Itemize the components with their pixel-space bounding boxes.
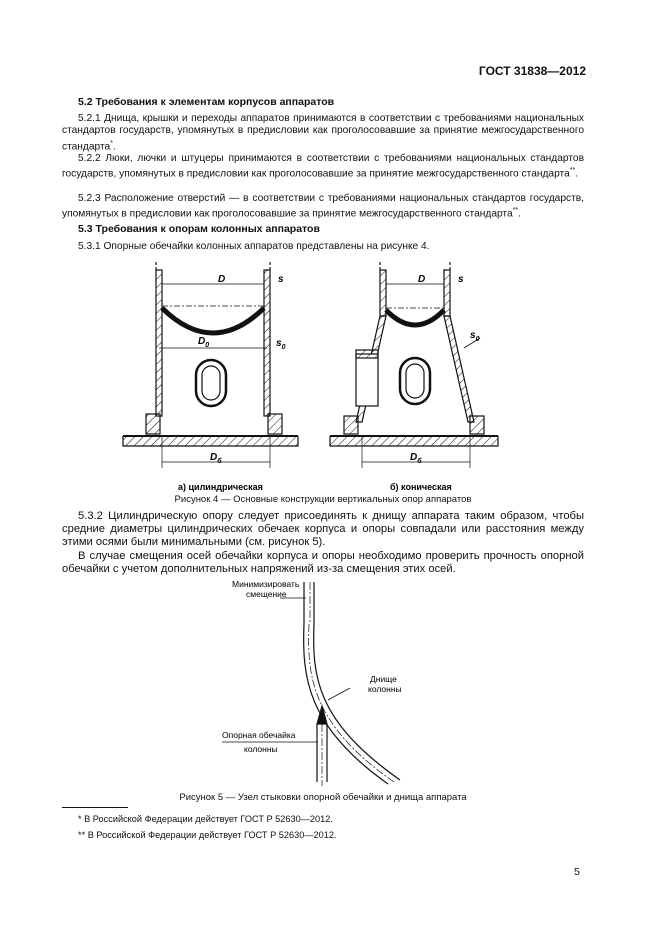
fig4a-s0-label: $s_0$ [276,338,286,351]
footnote-2: ** В Российской Федерации действует ГОСТ Р 52630—2012. [78,830,337,840]
figure-5-caption: Рисунок 5 — Узел стыковки опорной обечайки и днища аппарата [179,792,467,803]
paragraph-5-3-2-text: 5.3.2 Цилиндрическую опору следует присоединять к днищу аппарата таким образом, чтобы средние диаметры цилиндрических обечаек корпуса и опоры совпадали или расстояния между этими осями были минимальными (см. рисунок 5). [62,510,584,549]
fig5-label-min-1: Минимизировать [232,579,300,589]
fig5-label-min-2: смещение [246,589,287,599]
footnote-mark: * [110,139,113,147]
footnote-mark: ** [512,207,519,215]
fig5-label-support-2: колонны [244,744,278,754]
paragraph-5-2-2-text: 5.2.2 Люки, лючки и штуцеры принимаются в соответствии с требованиями национальных стандартов государств, упомянутых в предисловии как проголосовавшие за принятие межгосударственного стандарта [62,153,584,180]
page-number: 5 [574,866,580,878]
paragraph-5-3-3 [62,550,584,576]
conical-support [330,260,498,468]
fig4a-D-label: D [218,274,226,285]
fig5-label-support-1: Опорная обечайка [222,730,296,740]
fig4-label-a: а) цилиндрическая [178,482,263,492]
heading-5-2: 5.2 Требования к элементам корпусов аппаратов [78,96,335,108]
paragraph-5-3-3-text: В случае смещения осей обечайки корпуса и опоры необходимо проверить прочность опорной обечайки с учетом дополнительных напряжений из-за смещения этих осей. [62,550,584,576]
footnote-1: * В Российской Федерации действует ГОСТ Р 52630—2012. [78,814,333,824]
figure-5-drawing [210,576,420,788]
heading-5-3: 5.3 Требования к опорам колонных аппаратов [78,223,320,235]
paragraph-5-2-1: 5.2.1 Днища, крышки и переходы аппаратов принимаются в соответствии с требованиями национальных стандартов государств, упомянутых в предисловии как проголосовавшие за принятие межгосударственного стандарта*. [62,113,584,152]
fig4a-s-label: s [278,274,284,285]
paragraph-5-2-2: 5.2.2 Люки, лючки и штуцеры принимаются в соответствии с требованиями национальных стандартов государств, упомянутых в предисловии как проголосовавшие за принятие межгосударственного стандарта**. [62,153,584,180]
fig4a-D0-label: $D_0$ [198,336,210,349]
fig4-label-b: б) коническая [390,482,452,492]
paragraph-5-2-1-text: 5.2.1 Днища, крышки и переходы аппаратов принимаются в соответствии с требованиями национальных стандартов государств, упомянутых в предисловии как проголосовавшие за принятие межгосударственного стандарта [62,113,584,152]
paragraph-5-2-3: 5.2.3 Расположение отверстий — в соответствии с требованиями национальных стандартов государств, упомянутых в предисловии как проголосовавшие за принятие межгосударственного стандарта**. [62,193,584,220]
paragraph-5-3-2 [62,510,584,550]
fig5-label-bottom-2: колонны [368,684,402,694]
standard-header: ГОСТ 31838—2012 [478,64,586,78]
figure-4-drawing [118,258,538,498]
fig4b-s-label: s [458,274,464,285]
paragraph-5-2-3-text: 5.2.3 Расположение отверстий — в соответствии с требованиями национальных стандартов государств, упомянутых в предисловии как проголосовавшие за принятие межгосударственного стандарта [62,193,584,220]
paragraph-5-3-1-text: 5.3.1 Опорные обечайки колонных аппаратов представлены на рисунке 4. [78,241,430,252]
fig4a-Db-label: $D_б$ [210,452,222,465]
figure-4-caption: Рисунок 4 — Основные конструкции вертикальных опор аппаратов [174,494,472,505]
cylindrical-support [123,260,298,468]
footnote-divider [62,807,128,808]
fig5-label-bottom-1: Днище [370,674,397,684]
fig4b-D-label: D [418,274,426,285]
paragraph-5-3-1 [62,241,584,253]
fig4b-Db-label: $D_б$ [410,452,422,465]
footnote-mark: ** [569,167,576,175]
fig4b-s0-label: $s_0$ [470,330,480,343]
